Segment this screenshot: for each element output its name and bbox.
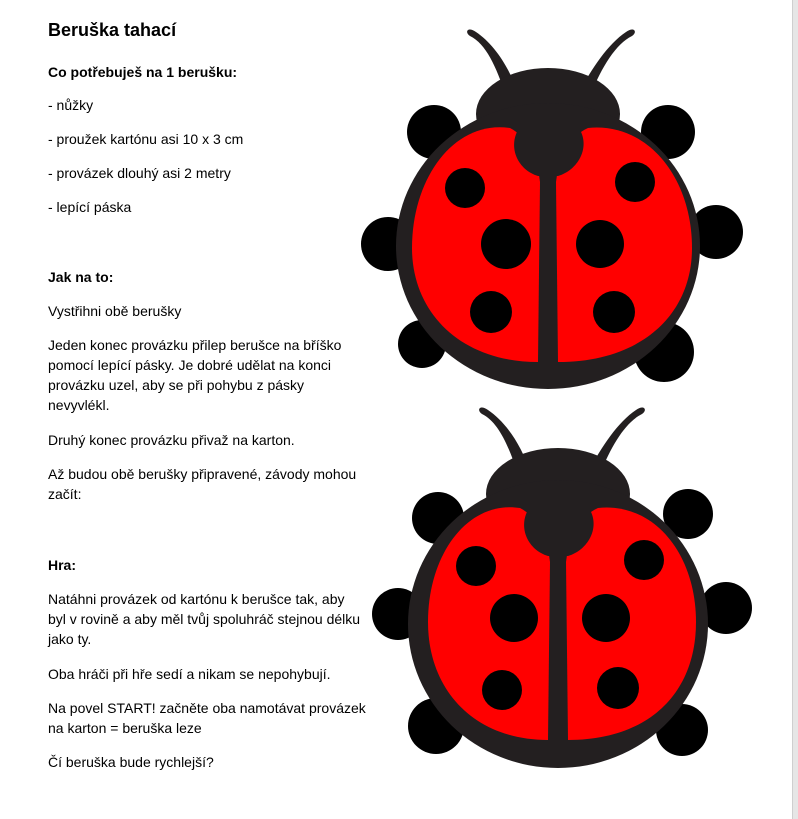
materials-heading: Co potřebuješ na 1 berušku: bbox=[48, 64, 238, 80]
game-paragraph: Oba hráči při hře sedí a nikam se nepohybují. bbox=[48, 666, 331, 682]
game-paragraph: Natáhni provázek od kartónu k berušce tak, aby byl v rovině a aby měl tvůj spoluhráč stejnou délku jako ty. bbox=[48, 591, 361, 647]
ladybug-illustration bbox=[358, 28, 748, 390]
materials-item: - lepící páska bbox=[48, 199, 132, 215]
game-paragraph: Na povel START! začněte oba namotávat provázek na karton = beruška leze bbox=[48, 700, 366, 736]
ladybug-icon bbox=[372, 407, 752, 768]
ladybug-illustration bbox=[368, 404, 758, 772]
spot bbox=[470, 291, 512, 333]
spot bbox=[482, 670, 522, 710]
spot bbox=[615, 162, 655, 202]
instruction-paragraph: Druhý konec provázku přivaž na karton. bbox=[48, 432, 295, 448]
instruction-paragraph: Jeden konec provázku přilep berušce na bříško pomocí lepící pásky. Je dobré udělat na konci provázku uzel, aby se při pohybu z pásky nevyvlékl. bbox=[48, 337, 342, 413]
spot bbox=[481, 219, 531, 269]
spot bbox=[445, 168, 485, 208]
game-paragraph: Čí beruška bude rychlejší? bbox=[48, 754, 214, 770]
game-heading: Hra: bbox=[48, 557, 77, 573]
spot bbox=[576, 220, 624, 268]
instructions-heading: Jak na to: bbox=[48, 269, 114, 285]
spot bbox=[582, 594, 630, 642]
page-edge bbox=[792, 0, 798, 819]
instruction-paragraph: Vystřihni obě berušky bbox=[48, 303, 182, 319]
materials-item: - provázek dlouhý asi 2 metry bbox=[48, 165, 231, 181]
materials-item: - proužek kartónu asi 10 x 3 cm bbox=[48, 131, 244, 147]
spot bbox=[624, 540, 664, 580]
spot bbox=[593, 291, 635, 333]
instruction-paragraph: Až budou obě berušky připravené, závody mohou začít: bbox=[48, 466, 357, 502]
materials-item: - nůžky bbox=[48, 97, 94, 113]
ladybug-icon bbox=[361, 29, 743, 389]
spot bbox=[490, 594, 538, 642]
spot bbox=[597, 667, 639, 709]
spot bbox=[456, 546, 496, 586]
page-title: Beruška tahací bbox=[48, 20, 177, 40]
